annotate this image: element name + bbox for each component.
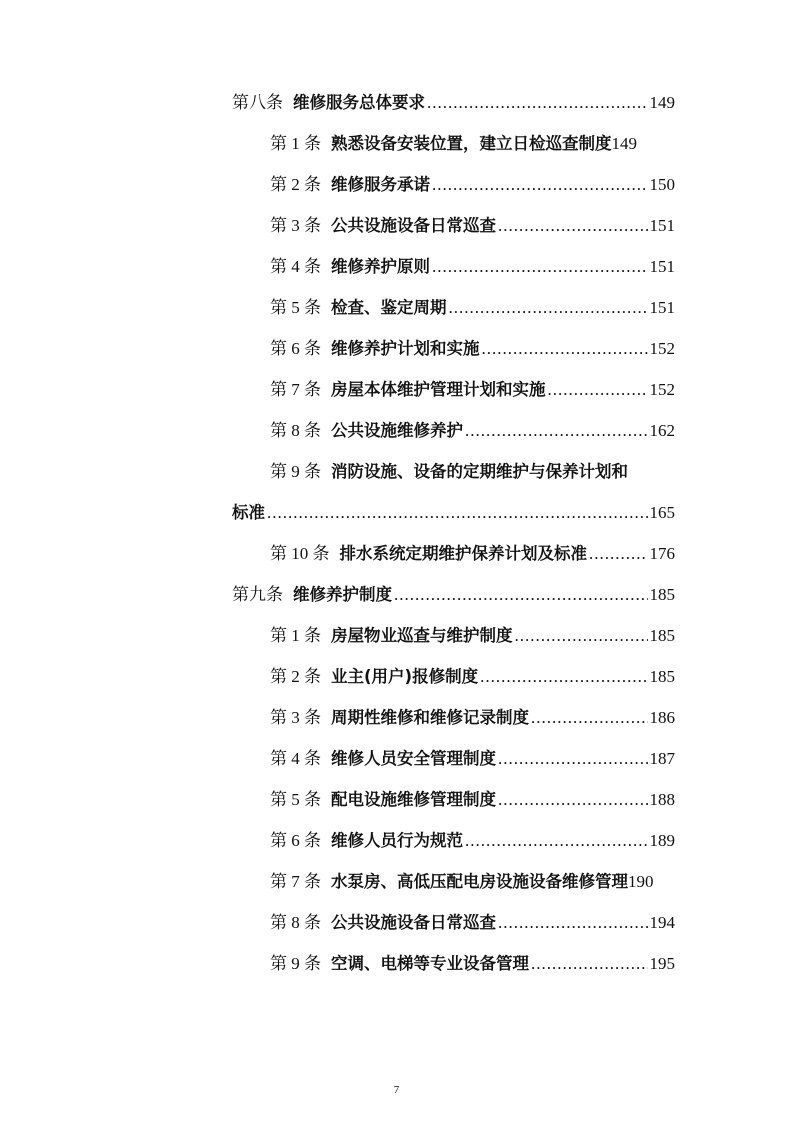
dot-leader	[449, 293, 648, 323]
toc-entry-page: 176	[649, 544, 675, 563]
toc-entry-page: 151	[649, 216, 675, 235]
dot-leader	[498, 785, 648, 815]
dot-leader	[548, 375, 648, 405]
toc-entry-page: 152	[649, 380, 675, 399]
dot-leader	[498, 211, 648, 241]
toc-entry-section-8[interactable]	[232, 88, 675, 118]
toc-entry[interactable]	[270, 293, 675, 323]
dot-leader	[498, 744, 648, 774]
toc-entry-page: 190	[628, 872, 654, 891]
dot-leader	[480, 662, 647, 692]
toc-entry-number: 第 5 条	[270, 298, 321, 317]
toc-entry-page: 185	[649, 667, 675, 686]
dot-leader	[465, 826, 648, 856]
toc-entry-page: 162	[649, 421, 675, 440]
dot-leader	[515, 621, 648, 651]
toc-entry-title: 维修养护制度	[293, 585, 392, 604]
toc-entry-title: 配电设施维修管理制度	[331, 790, 496, 809]
toc-entry-title: 维修养护原则	[331, 257, 430, 276]
toc-entry[interactable]	[270, 252, 675, 282]
toc-entry[interactable]	[270, 416, 675, 446]
toc-entry-page: 165	[649, 503, 675, 522]
toc-entry-page: 185	[649, 585, 675, 604]
dot-leader	[531, 949, 648, 979]
toc-entry-number: 第 1 条	[270, 626, 321, 645]
toc-entry-page: 186	[649, 708, 675, 727]
toc-entry-number: 第 6 条	[270, 339, 321, 358]
dot-leader	[267, 498, 648, 528]
toc-entry[interactable]	[270, 949, 675, 979]
toc-entry-title: 空调、电梯等专业设备管理	[331, 954, 529, 973]
toc-entry[interactable]	[270, 826, 675, 856]
toc-entry[interactable]	[270, 375, 675, 405]
toc-entry-number: 第 7 条	[270, 872, 321, 891]
toc-entry-title: 维修养护计划和实施	[331, 339, 480, 358]
page-number: 7	[393, 1084, 400, 1096]
dot-leader	[432, 252, 648, 282]
toc-entry-page: 194	[649, 913, 675, 932]
toc-entry[interactable]	[270, 908, 675, 938]
toc-entry-page: 188	[649, 790, 675, 809]
dot-leader	[531, 703, 648, 733]
toc-entry-title: 检查、鉴定周期	[331, 298, 447, 317]
toc-entry-number: 第 4 条	[270, 257, 321, 276]
toc-entry-number: 第 9 条	[270, 462, 321, 481]
toc-entry-title: 排水系统定期维护保养计划及标准	[339, 544, 587, 563]
dot-leader	[432, 170, 648, 200]
toc-entry[interactable]	[270, 785, 675, 815]
toc-entry-title: 周期性维修和维修记录制度	[331, 708, 529, 727]
toc-entry[interactable]	[270, 457, 675, 487]
toc-entry-page: 195	[649, 954, 675, 973]
toc-entry[interactable]	[270, 662, 675, 692]
toc-entry-title: 房屋本体维护管理计划和实施	[331, 380, 546, 399]
toc-entry-page: 149	[649, 93, 675, 112]
toc-entry-number: 第 8 条	[270, 421, 321, 440]
toc-entry-number: 第 9 条	[270, 954, 321, 973]
toc-entry[interactable]	[270, 129, 675, 159]
toc-entry-number: 第 3 条	[270, 216, 321, 235]
toc-entry-title: 熟悉设备安装位置，建立日检巡查制度	[331, 134, 612, 153]
dot-leader	[465, 416, 648, 446]
toc-entry-number: 第八条	[232, 93, 283, 112]
toc-entry-number: 第九条	[232, 585, 283, 604]
toc-entry-title: 公共设施维修养护	[331, 421, 463, 440]
toc-entry-page: 185	[649, 626, 675, 645]
toc-entry[interactable]	[270, 211, 675, 241]
toc-entry-title: 公共设施设备日常巡查	[331, 216, 496, 235]
toc-entry[interactable]	[270, 867, 700, 897]
toc-entry-title: 公共设施设备日常巡查	[331, 913, 496, 932]
toc-entry-page: 189	[649, 831, 675, 850]
toc-entry-title: 维修服务总体要求	[293, 93, 425, 112]
toc-entry-page: 149	[611, 134, 637, 153]
dot-leader	[498, 908, 648, 938]
toc-entry-title: 水泵房、高低压配电房设施设备维修管理	[331, 872, 628, 891]
toc-entry-title-continuation: 标准	[232, 503, 265, 522]
toc-entry-page: 152	[649, 339, 675, 358]
toc-entry-page: 187	[649, 749, 675, 768]
toc-entry-title: 业主(用户)报修制度	[331, 667, 479, 686]
toc-entry-page: 151	[649, 298, 675, 317]
toc-entry[interactable]	[270, 170, 675, 200]
toc-entry[interactable]	[270, 703, 675, 733]
toc-entry-number: 第 2 条	[270, 667, 321, 686]
dot-leader	[589, 539, 648, 569]
toc-entry-number: 第 3 条	[270, 708, 321, 727]
toc-entry[interactable]	[270, 744, 675, 774]
toc-entry-title: 维修人员行为规范	[331, 831, 463, 850]
toc-entry-number: 第 4 条	[270, 749, 321, 768]
toc-entry-page: 151	[649, 257, 675, 276]
toc-entry-number: 第 10 条	[270, 544, 330, 563]
toc-entry-page: 150	[649, 175, 675, 194]
toc-entry-title: 消防设施、设备的定期维护与保养计划和	[331, 462, 628, 481]
toc-entry-number: 第 6 条	[270, 831, 321, 850]
dot-leader	[427, 88, 648, 118]
dot-leader	[394, 580, 648, 610]
toc-entry-number: 第 5 条	[270, 790, 321, 809]
toc-entry-number: 第 8 条	[270, 913, 321, 932]
toc-entry[interactable]	[270, 334, 675, 364]
toc-entry-title: 维修人员安全管理制度	[331, 749, 496, 768]
toc-entry[interactable]	[270, 621, 675, 651]
toc-entry-number: 第 7 条	[270, 380, 321, 399]
dot-leader	[482, 334, 648, 364]
toc-entry-number: 第 1 条	[270, 134, 321, 153]
toc-entry-title: 房屋物业巡查与维护制度	[331, 626, 513, 645]
toc-entry[interactable]	[270, 539, 675, 569]
toc-entry-section-9[interactable]	[232, 580, 675, 610]
toc-entry-continuation[interactable]	[232, 498, 675, 528]
toc-entry-title: 维修服务承诺	[331, 175, 430, 194]
toc-entry-number: 第 2 条	[270, 175, 321, 194]
